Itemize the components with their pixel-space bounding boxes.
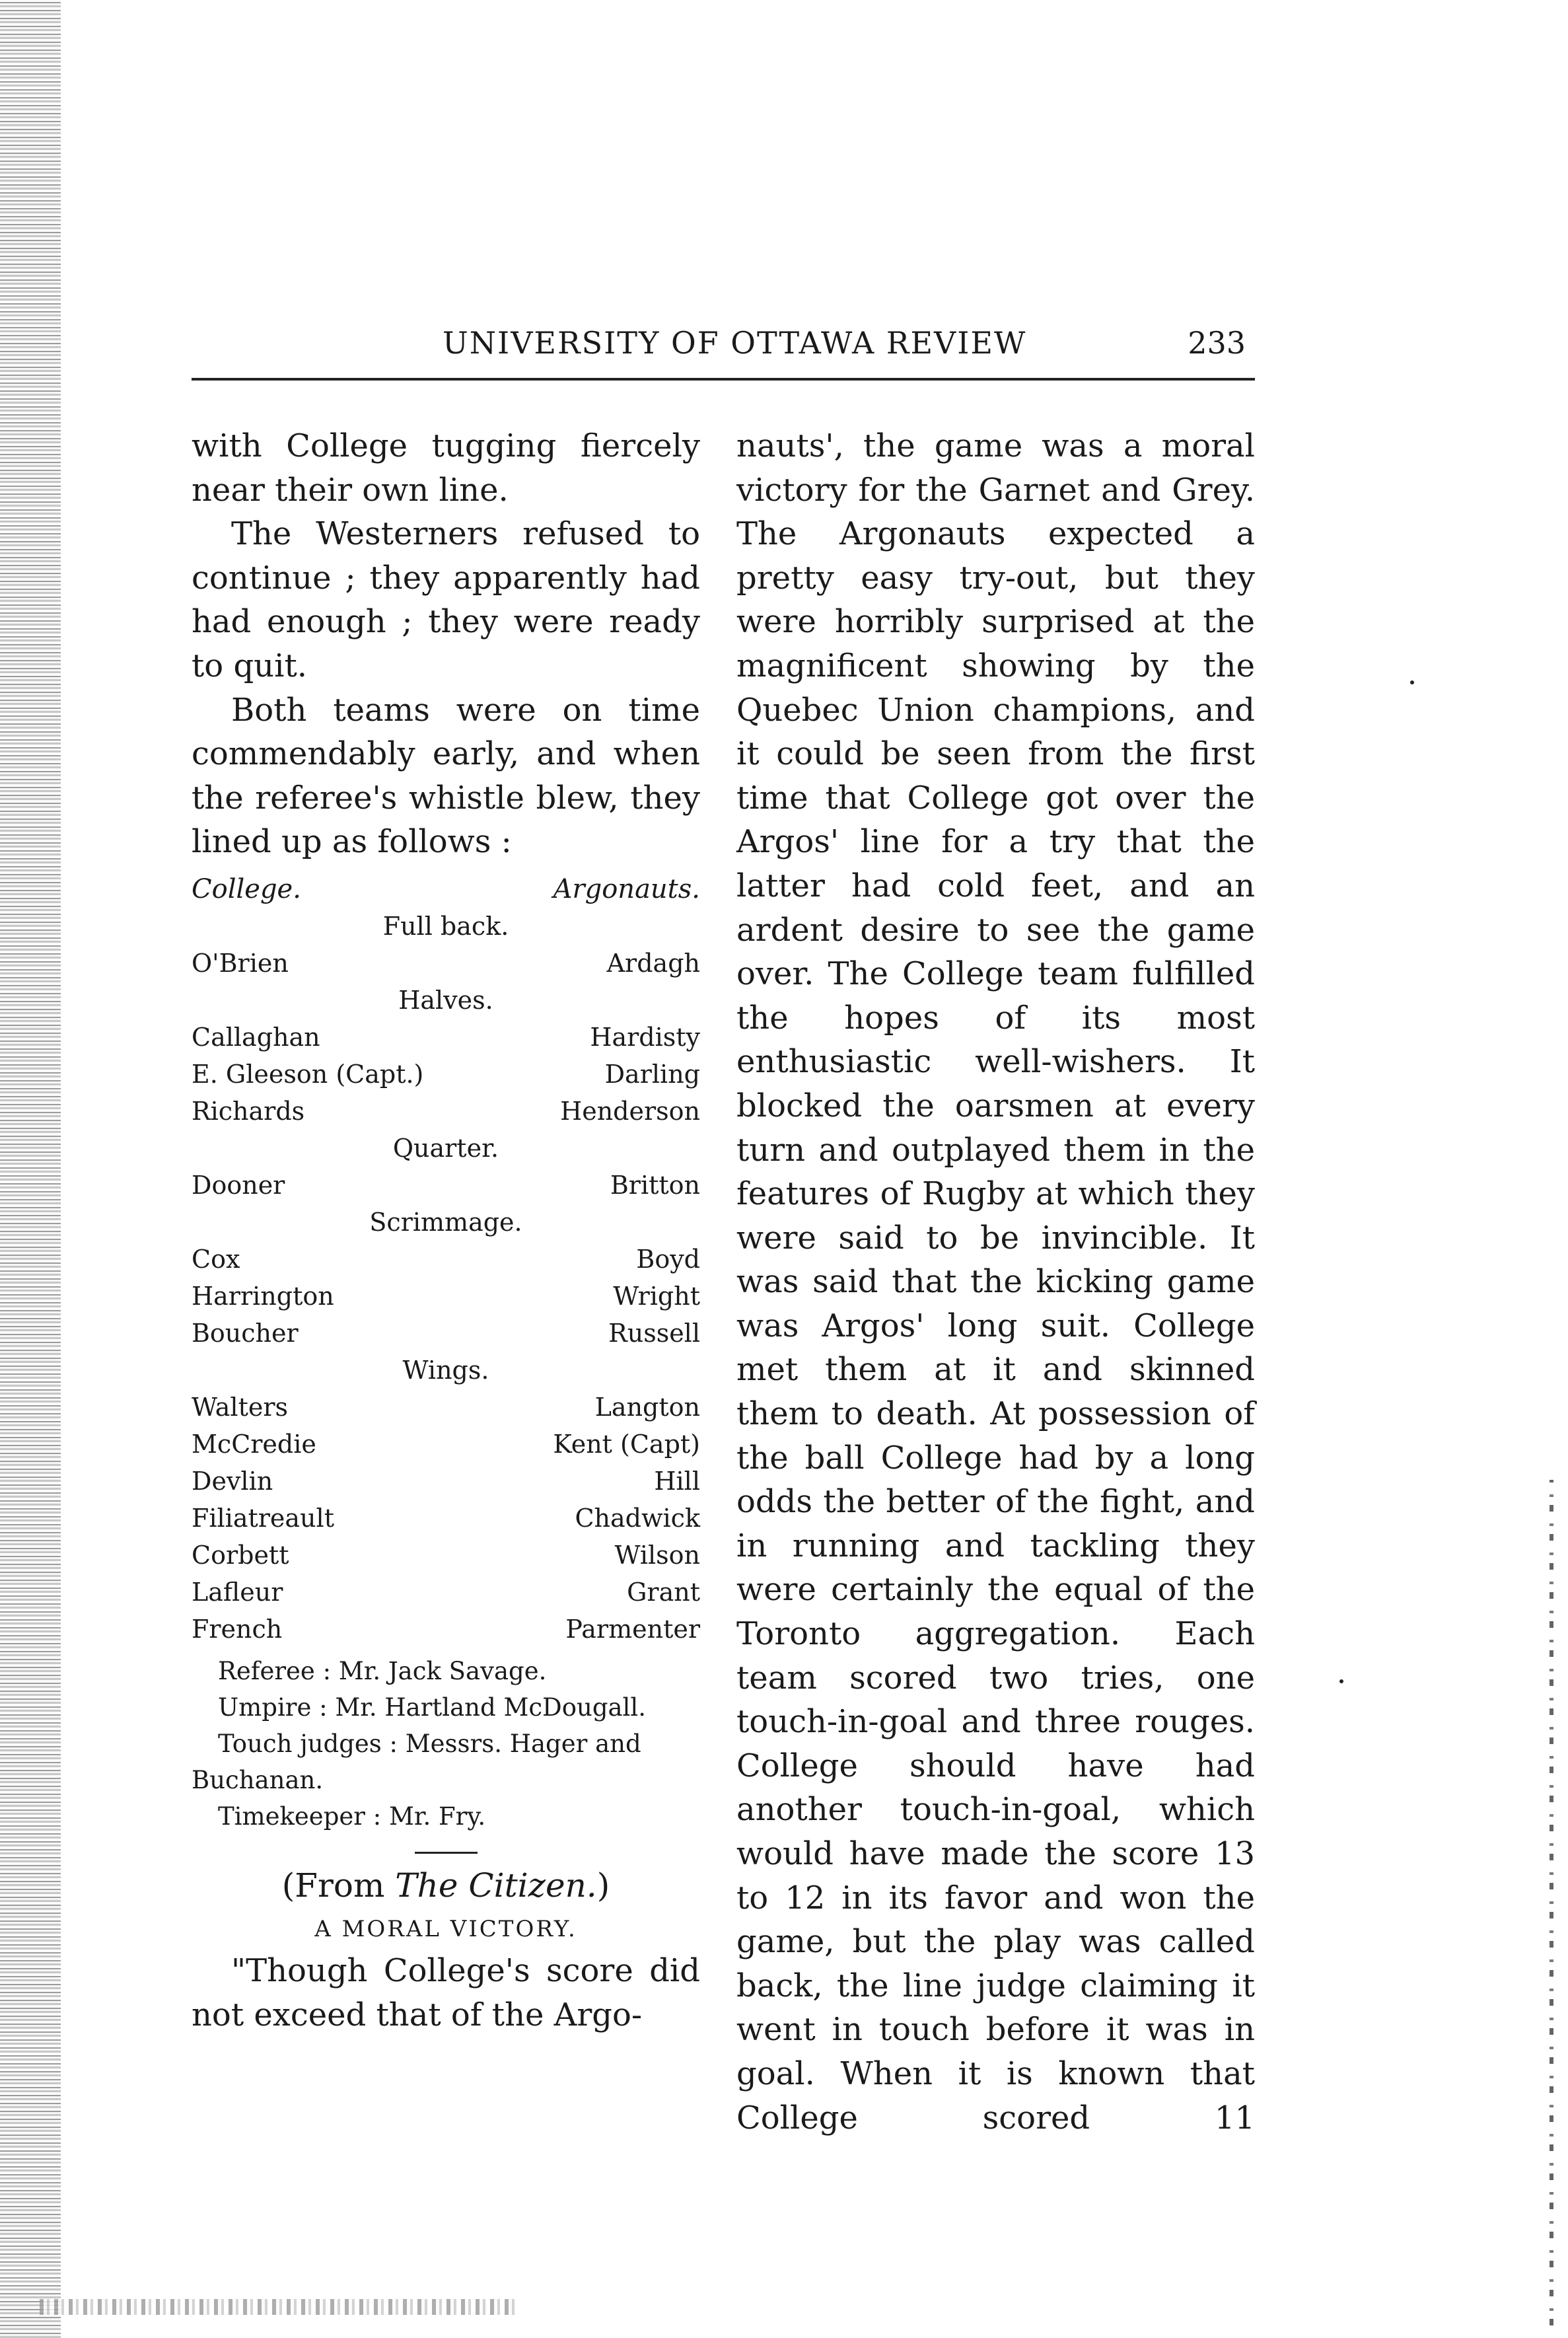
argonauts-player: Parmenter	[565, 1614, 700, 1644]
paragraph: nauts', the game was a moral victory for the Garnet and Grey. The Argonauts expected a pretty easy try-out, but they were horribly surprised at the magnificent showing by the Quebec Union champions, and it could be seen from the first time that College got over the Argos' line for a try that the latter had cold feet, and an ardent desire to see the game over. The College team fulfilled the hopes of its most enthusiastic well-wishers. It blocked the oarsmen at every turn and outplayed them in the features of Rugby at which they were said to be invincible. It was said that the kicking game was Argos' long suit. College met them at it and skinned them to death. At possession of the ball College had by a long odds the better of the fight, and in running and tackling they were certainly the equal of the Toronto aggregation. Each team scored two tries, one touch-in-goal and three rouges. College should have had another touch-in-goal, which would have made the score 13 to 12 in its favor and won the game, but the play was called back, the line judge claiming it went in touch before it was in goal. When it is known that College scored 11	[736, 427, 1255, 2137]
college-player: Devlin	[192, 1466, 273, 1496]
left-column	[192, 424, 700, 2037]
college-player: Dooner	[192, 1170, 285, 1200]
argonauts-player: Henderson	[560, 1096, 700, 1126]
college-player: Callaghan	[192, 1022, 320, 1052]
running-title: UNIVERSITY OF OTTAWA REVIEW	[443, 325, 1027, 361]
lineup-row	[192, 1389, 700, 1426]
scan-speck	[1410, 680, 1414, 684]
timekeeper-line: Timekeeper : Mr. Fry.	[218, 1802, 486, 1831]
college-player: Cox	[192, 1244, 240, 1274]
scan-speck	[1339, 1679, 1343, 1683]
argonauts-player: Ardagh	[606, 948, 700, 978]
position-heading: Scrimmage.	[369, 1207, 522, 1237]
lineup-row	[192, 1019, 700, 1056]
argonauts-player: Kent (Capt)	[553, 1429, 700, 1459]
right-column	[736, 424, 1255, 2140]
paragraph: with College tugging fiercely near their own line.	[192, 427, 700, 509]
college-player: Richards	[192, 1096, 305, 1126]
lineup-row	[192, 1463, 700, 1500]
lineup-row	[192, 1093, 700, 1130]
college-heading: College.	[192, 873, 301, 904]
lineup-header-row	[192, 871, 700, 908]
argonauts-player: Wright	[613, 1281, 700, 1311]
position-heading: Wings.	[402, 1355, 489, 1385]
lineup-row	[192, 1167, 700, 1204]
source-suffix: )	[596, 1866, 610, 1905]
lineup-row	[192, 1500, 700, 1537]
lineup-row	[192, 945, 700, 982]
argonauts-player: Britton	[610, 1170, 700, 1200]
college-player: Harrington	[192, 1281, 334, 1311]
lineup-row	[192, 1426, 700, 1463]
argonauts-player: Langton	[594, 1392, 700, 1422]
paragraph: Both teams were on time commendably early, and when the referee's whistle blew, they lined up as follows :	[192, 691, 700, 861]
lineup-row	[192, 1537, 700, 1574]
college-player: O'Brien	[192, 948, 289, 978]
referee-line: Referee : Mr. Jack Savage.	[218, 1656, 547, 1685]
college-player: McCredie	[192, 1429, 316, 1459]
argonauts-player: Russell	[608, 1318, 700, 1348]
position-heading: Full back.	[382, 911, 509, 941]
touch-judges-continuation: Buchanan.	[192, 1765, 324, 1794]
paragraph: "Though College's score did not exceed that of the Argo-	[192, 1952, 700, 2033]
umpire-line: Umpire : Mr. Hartland McDougall.	[218, 1693, 646, 1722]
argonauts-player: Chadwick	[575, 1503, 700, 1533]
college-player: Boucher	[192, 1318, 299, 1348]
position-heading: Halves.	[398, 985, 493, 1015]
college-player: Corbett	[192, 1540, 289, 1570]
lineup-row	[192, 1574, 700, 1611]
college-player: Filiatreault	[192, 1503, 334, 1533]
argonauts-player: Boyd	[636, 1244, 700, 1274]
source-publication: The Citizen.	[395, 1866, 597, 1905]
page-edge-scan-right	[1550, 1480, 1553, 2325]
page-number: 233	[1188, 325, 1246, 361]
section-subheading: A MORAL VICTORY.	[314, 1915, 577, 1942]
argonauts-player: Darling	[604, 1059, 700, 1089]
lineup-row	[192, 1315, 700, 1352]
college-player: French	[192, 1614, 283, 1644]
lineup-row	[192, 1241, 700, 1278]
paragraph: The Westerners refused to continue ; they apparently had had enough ; they were ready to quit.	[192, 515, 700, 684]
source-prefix: (From	[281, 1866, 396, 1905]
section-divider	[415, 1852, 478, 1854]
touch-judges-line: Touch judges : Messrs. Hager and	[218, 1729, 641, 1758]
match-officials	[192, 1653, 700, 1835]
page-edge-scan-bottom	[40, 2299, 515, 2315]
argonauts-player: Hardisty	[590, 1022, 700, 1052]
lineup-row	[192, 1278, 700, 1315]
argonauts-player: Wilson	[614, 1540, 700, 1570]
team-lineup	[192, 871, 700, 1648]
source-attribution	[192, 1862, 700, 1909]
lineup-row	[192, 1611, 700, 1648]
college-player: E. Gleeson (Capt.)	[192, 1059, 424, 1089]
argonauts-player: Grant	[627, 1577, 700, 1607]
position-heading: Quarter.	[392, 1133, 499, 1163]
argonauts-player: Hill	[654, 1466, 700, 1496]
college-player: Walters	[192, 1392, 288, 1422]
page-header	[192, 325, 1255, 381]
page-edge-scan	[0, 0, 61, 2338]
lineup-row	[192, 1056, 700, 1093]
college-player: Lafleur	[192, 1577, 283, 1607]
argonauts-heading: Argonauts.	[553, 873, 700, 904]
